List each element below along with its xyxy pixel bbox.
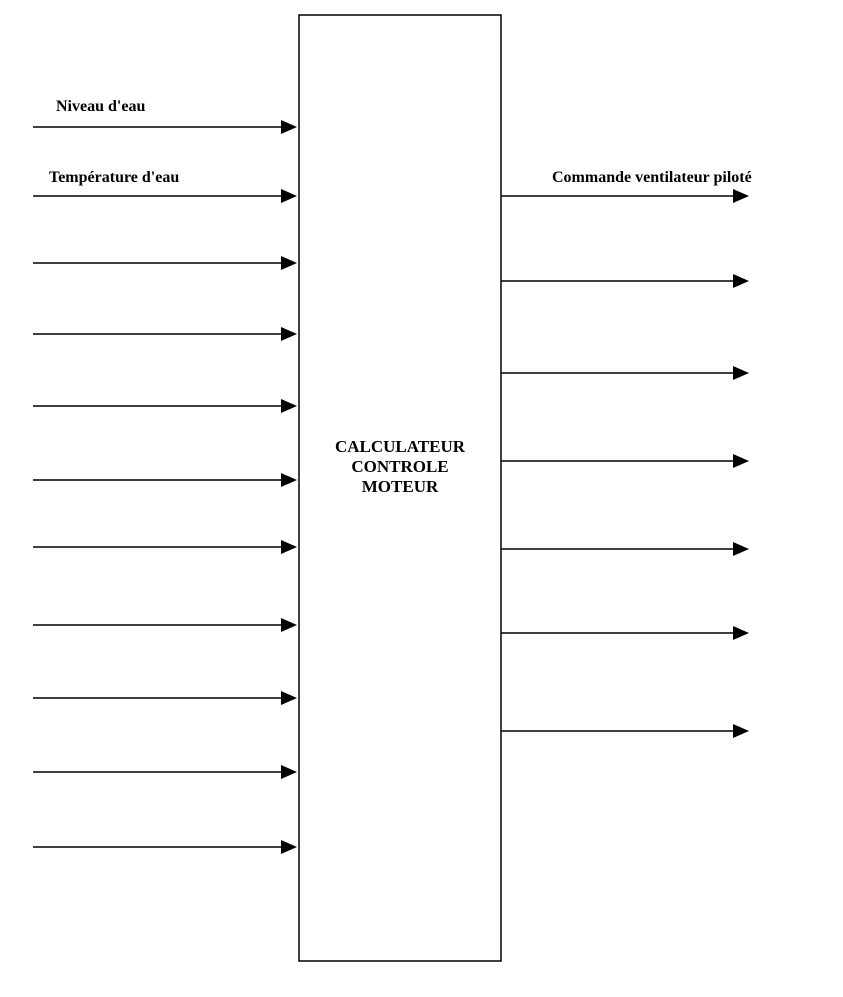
input-arrow-3-head xyxy=(281,256,297,270)
input-arrow-5 xyxy=(33,399,297,413)
input-arrow-9 xyxy=(33,691,297,705)
output-arrow-7 xyxy=(501,724,749,738)
output-arrow-4 xyxy=(501,454,749,468)
input-arrow-11 xyxy=(33,840,297,854)
input-arrow-10 xyxy=(33,765,297,779)
output-arrow-3 xyxy=(501,366,749,380)
input-arrow-8 xyxy=(33,618,297,632)
input-arrow-4 xyxy=(33,327,297,341)
output-arrow-6 xyxy=(501,626,749,640)
input-arrow-4-head xyxy=(281,327,297,341)
controller-title xyxy=(299,437,501,497)
controller-title-line-3: MOTEUR xyxy=(361,477,439,496)
output-arrow-1-head xyxy=(733,189,749,203)
input-arrow-9-head xyxy=(281,691,297,705)
output-arrow-2 xyxy=(501,274,749,288)
output-arrow-2-head xyxy=(733,274,749,288)
input-arrow-3 xyxy=(33,256,297,270)
output-arrow-1 xyxy=(501,189,749,203)
input-arrow-10-head xyxy=(281,765,297,779)
input-arrow-5-head xyxy=(281,399,297,413)
input-arrow-6 xyxy=(33,473,297,487)
output-arrow-5 xyxy=(501,542,749,556)
input-arrow-6-head xyxy=(281,473,297,487)
input-label-water-temperature: Température d'eau xyxy=(49,169,180,186)
output-arrow-7-head xyxy=(733,724,749,738)
controller-title-line-2: CONTROLE xyxy=(351,457,449,476)
input-arrow-1-head xyxy=(281,120,297,134)
output-label-fan-command: Commande ventilateur piloté xyxy=(552,169,752,186)
input-arrow-2-head xyxy=(281,189,297,203)
input-arrow-8-head xyxy=(281,618,297,632)
output-arrow-4-head xyxy=(733,454,749,468)
input-arrow-7 xyxy=(33,540,297,554)
input-arrow-7-head xyxy=(281,540,297,554)
input-arrows xyxy=(33,120,297,854)
input-arrow-1 xyxy=(33,120,297,134)
output-arrows xyxy=(501,189,749,738)
input-arrow-11-head xyxy=(281,840,297,854)
output-arrow-5-head xyxy=(733,542,749,556)
input-label-water-level: Niveau d'eau xyxy=(56,98,146,115)
output-arrow-6-head xyxy=(733,626,749,640)
controller-title-line-1: CALCULATEUR xyxy=(334,437,466,456)
input-arrow-2 xyxy=(33,189,297,203)
output-arrow-3-head xyxy=(733,366,749,380)
